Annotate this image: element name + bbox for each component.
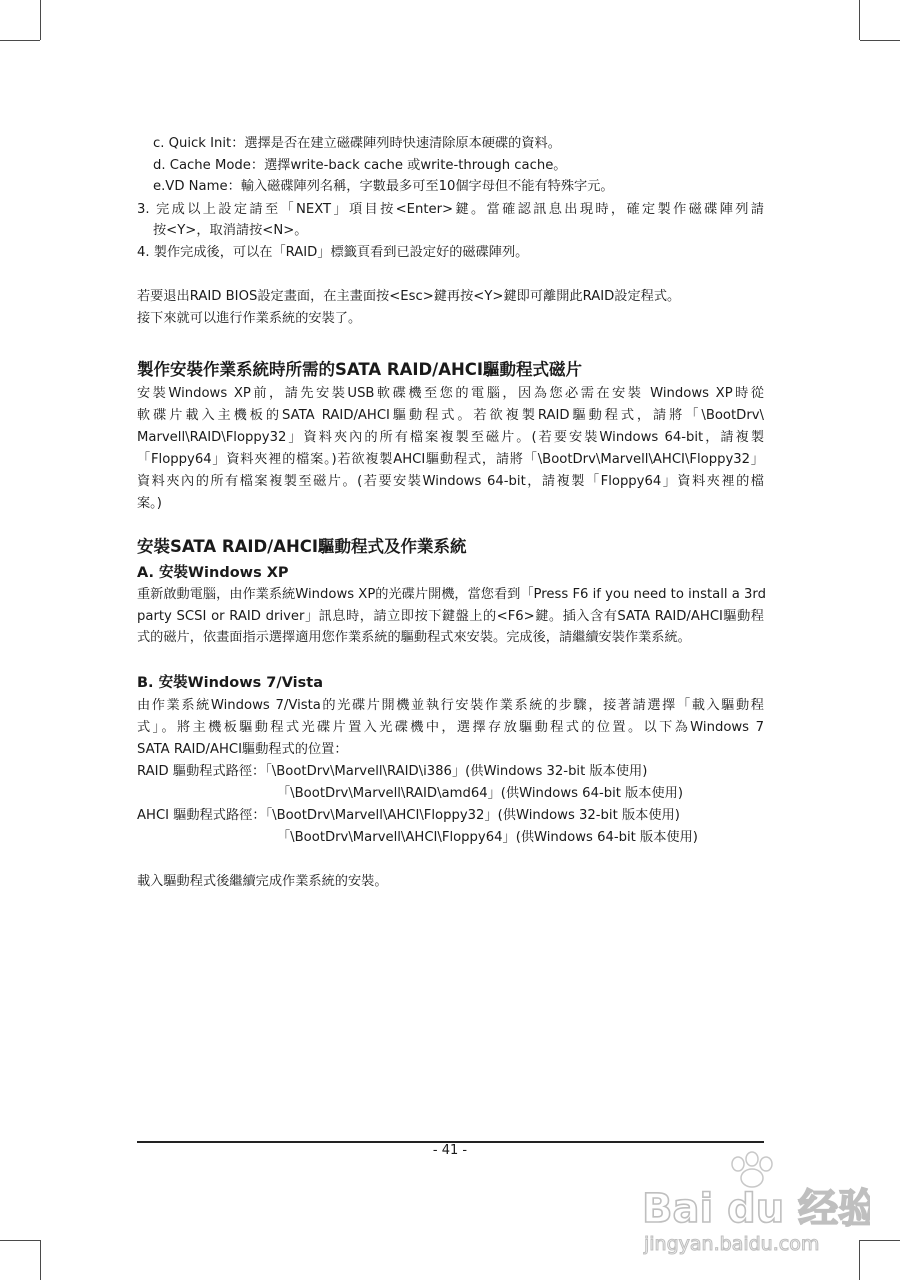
paw-logo-icon [640,1150,870,1260]
driver-path-raid-64: 「\BootDrv\Marvell\RAID\amd64」(供Windows 64-bit 版本使用) [277,786,684,801]
subsection-b-line: 由作業系統Windows 7/Vista的光碟片開機並執行安裝作業系統的步驟，接著請選擇「載入驅動程 [137,698,764,713]
exit-para-line-2: 接下來就可以進行作業系統的安裝了。 [137,311,362,326]
crop-mark [40,0,41,40]
subsection-a-title: A. 安裝Windows XP [137,565,289,581]
step-4: 4. 製作完成後，可以在「RAID」標籤頁看到已設定好的磁碟陣列。 [137,245,529,260]
crop-mark [40,1240,41,1280]
subsection-b-line: 式」。將主機板驅動程式光碟片置入光碟機中，選擇存放驅動程式的位置。以下為Windows 7 [137,720,764,735]
subsection-a-line: party SCSI or RAID driver」訊息時，請立即按下鍵盤上的<F6>鍵。插入含有SATA RAID/AHCI驅動程 [137,609,764,624]
section-1-line: Marvell\RAID\Floppy32」資料夾內的所有檔案複製至磁片。(若要安裝Windows 64-bit，請複製 [137,430,764,445]
crop-mark [0,40,40,41]
crop-mark [860,40,900,41]
baidu-watermark [640,1150,870,1260]
option-cache-mode: d. Cache Mode：選擇write-back cache 或write-through cache。 [153,158,567,173]
section-1-line: 案。) [137,496,162,511]
subsection-b-line: SATA RAID/AHCI驅動程式的位置： [137,742,348,757]
section-1-line: 「Floppy64」資料夾裡的檔案。)若欲複製AHCI驅動程式，請將「\BootDrv\Marvell\AHCI\Floppy32」 [137,452,764,467]
watermark-brand: Bai du 经验 [642,1186,870,1232]
section-1-line: 軟碟片載入主機板的SATA RAID/AHCI驅動程式。若欲複製RAID驅動程式，請將「\BootDrv\ [137,408,764,423]
subsection-a-line: 重新啟動電腦，由作業系統Windows XP的光碟片開機，當您看到「Press F6 if you need to install a 3rd [137,587,766,602]
exit-para-line-1: 若要退出RAID BIOS設定畫面，在主畫面按<Esc>鍵再按<Y>鍵即可離開此RAID設定程式。 [137,289,681,304]
crop-mark [859,0,860,40]
driver-path-raid-32: RAID 驅動程式路徑：「\BootDrv\Marvell\RAID\i386」(供Windows 32-bit 版本使用) [137,764,648,779]
driver-path-ahci-64: 「\BootDrv\Marvell\AHCI\Floppy64」(供Windows 64-bit 版本使用) [277,830,698,845]
watermark-url: jingyan.baidu.com [644,1233,820,1255]
crop-mark [0,1240,40,1241]
section-1-line: 資料夾內的所有檔案複製至磁片。(若要安裝Windows 64-bit，請複製「Floppy64」資料夾裡的檔 [137,474,764,489]
section-1-line: 安裝Windows XP前，請先安裝USB軟碟機至您的電腦，因為您必需在安裝 Windows XP時從 [137,386,764,401]
step-3-line-1: 3. 完成以上設定請至「NEXT」項目按<Enter>鍵。當確認訊息出現時，確定製作磁碟陣列請 [137,202,764,217]
page-number: - 41 - [432,1143,468,1158]
section-2-title: 安裝SATA RAID/AHCI驅動程式及作業系統 [137,537,467,556]
subsection-b-title: B. 安裝Windows 7/Vista [137,675,323,691]
section-1-title: 製作安裝作業系統時所需的SATA RAID/AHCI驅動程式磁片 [137,360,583,379]
subsection-a-line: 式的磁片，依畫面指示選擇適用您作業系統的驅動程式來安裝。完成後，請繼續安裝作業系統。 [137,630,691,645]
closing-text: 載入驅動程式後繼續完成作業系統的安裝。 [137,874,388,889]
step-3-line-2: 按<Y>，取消請按<N>。 [153,223,308,238]
driver-path-ahci-32: AHCI 驅動程式路徑：「\BootDrv\Marvell\AHCI\Floppy32」(供Windows 32-bit 版本使用) [137,808,680,823]
option-vd-name: e.VD Name：輸入磁碟陣列名稱，字數最多可至10個字母但不能有特殊字元。 [153,179,614,194]
option-quick-init: c. Quick Init：選擇是否在建立磁碟陣列時快速清除原本硬碟的資料。 [153,136,561,151]
